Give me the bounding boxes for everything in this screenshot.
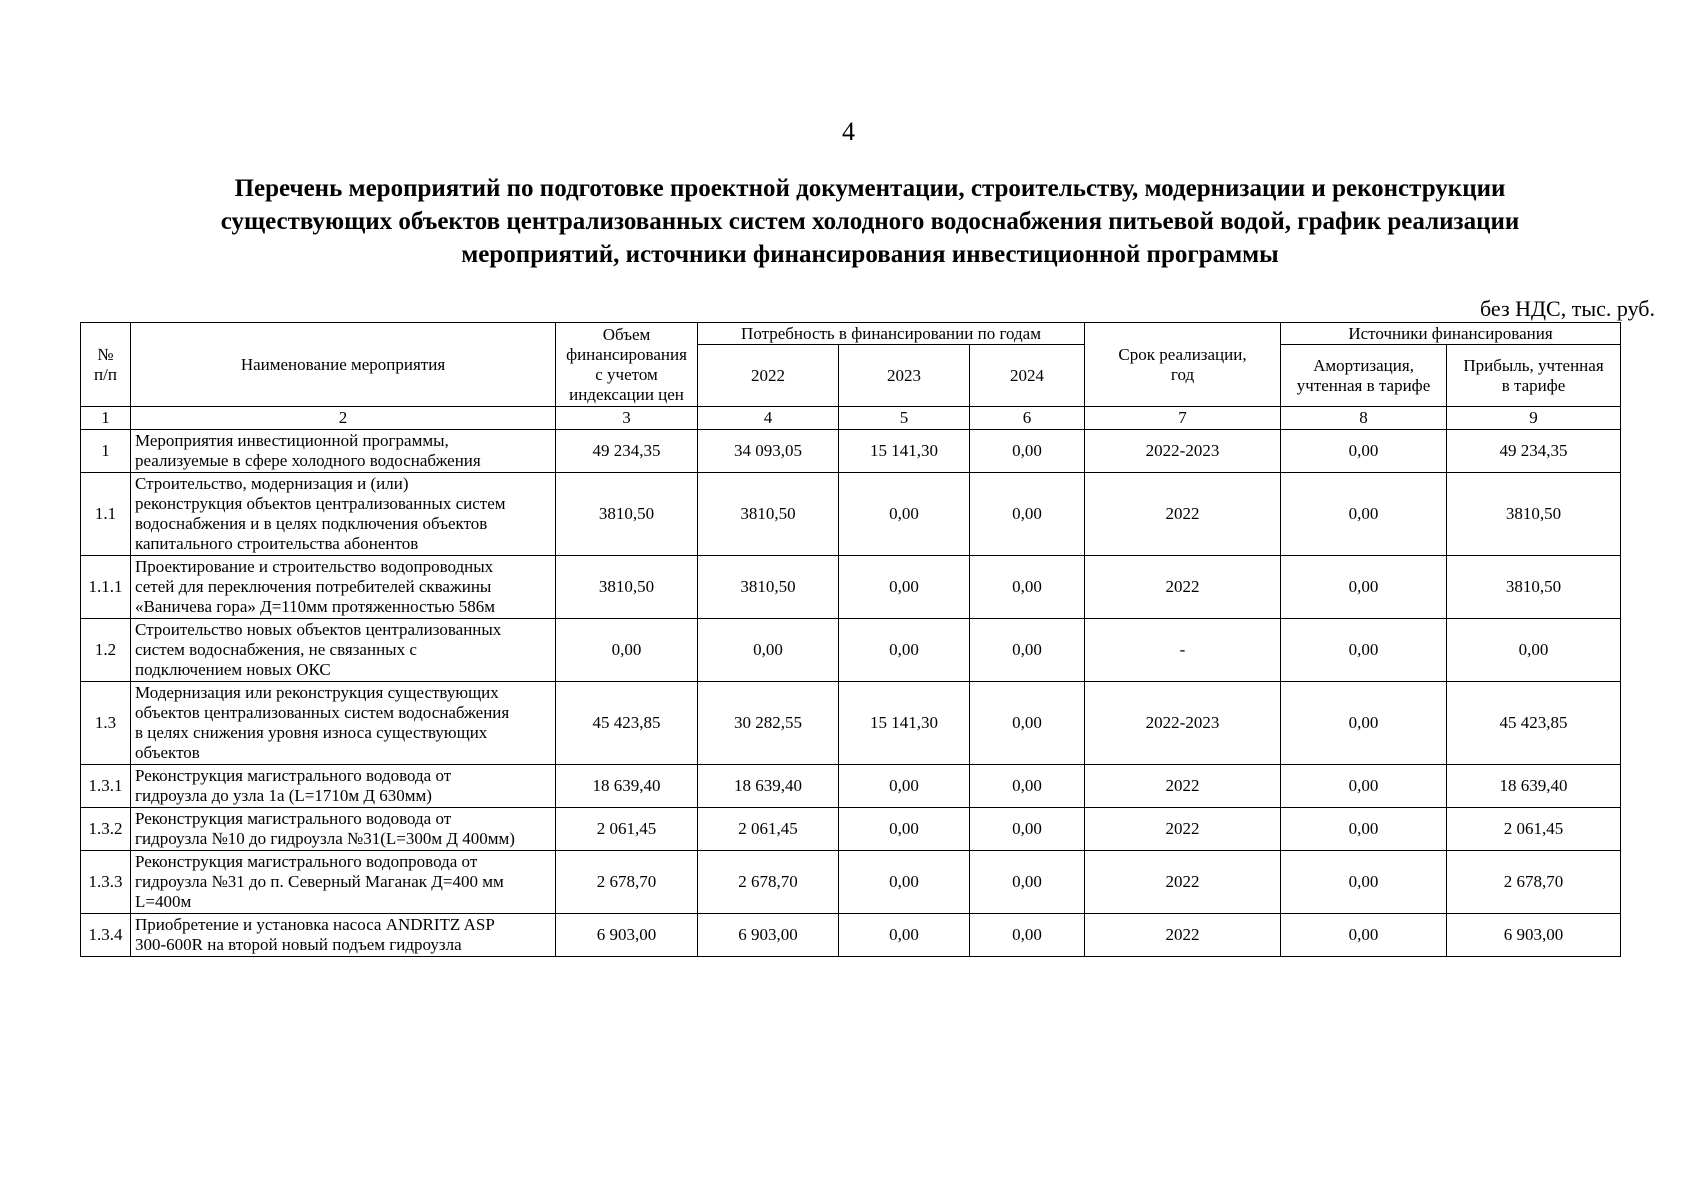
row-profit-cell: 3810,50 — [1447, 473, 1621, 556]
row-2023-cell: 0,00 — [839, 473, 970, 556]
row-amortization-cell: 0,00 — [1281, 619, 1447, 682]
row-2022-cell: 3810,50 — [698, 556, 839, 619]
row-num-cell: 1.3.2 — [81, 808, 131, 851]
table-row — [81, 682, 1621, 765]
row-volume-cell: 2 678,70 — [556, 851, 698, 914]
row-term-cell: 2022 — [1085, 851, 1281, 914]
row-volume-cell: 0,00 — [556, 619, 698, 682]
row-term-cell: 2022 — [1085, 556, 1281, 619]
investment-table — [80, 322, 1621, 957]
row-volume-cell: 3810,50 — [556, 473, 698, 556]
row-2022-cell: 6 903,00 — [698, 914, 839, 957]
header-num: № п/п — [81, 323, 131, 407]
row-term-cell: 2022 — [1085, 473, 1281, 556]
row-term-cell: 2022-2023 — [1085, 682, 1281, 765]
row-2022-cell: 0,00 — [698, 619, 839, 682]
row-term-cell: - — [1085, 619, 1281, 682]
row-num-cell: 1.1.1 — [81, 556, 131, 619]
table-row — [81, 851, 1621, 914]
row-profit-cell: 2 061,45 — [1447, 808, 1621, 851]
row-2023-cell: 0,00 — [839, 619, 970, 682]
row-2022-cell: 2 678,70 — [698, 851, 839, 914]
column-numbers-row — [81, 407, 1621, 430]
row-2024-cell: 0,00 — [970, 430, 1085, 473]
row-name-cell: Реконструкция магистрального водопровода от гидроузла №31 до п. Северный Маганак Д=400 мм L=400м — [131, 851, 556, 914]
row-term-cell: 2022 — [1085, 765, 1281, 808]
row-volume-cell: 49 234,35 — [556, 430, 698, 473]
row-2022-cell: 3810,50 — [698, 473, 839, 556]
row-profit-cell: 6 903,00 — [1447, 914, 1621, 957]
row-2024-cell: 0,00 — [970, 765, 1085, 808]
header-need-group: Потребность в финансировании по годам — [698, 323, 1085, 345]
row-2024-cell: 0,00 — [970, 851, 1085, 914]
row-2022-cell: 2 061,45 — [698, 808, 839, 851]
column-number-cell: 2 — [131, 407, 556, 430]
row-2024-cell: 0,00 — [970, 808, 1085, 851]
row-name-cell: Приобретение и установка насоса ANDRITZ ASP 300-600R на второй новый подъем гидроузла — [131, 914, 556, 957]
row-name-cell: Реконструкция магистрального водовода от гидроузла №10 до гидроузла №31(L=300м Д 400мм) — [131, 808, 556, 851]
row-volume-cell: 3810,50 — [556, 556, 698, 619]
row-volume-cell: 45 423,85 — [556, 682, 698, 765]
row-num-cell: 1.3.1 — [81, 765, 131, 808]
column-number-cell: 3 — [556, 407, 698, 430]
row-amortization-cell: 0,00 — [1281, 808, 1447, 851]
row-2024-cell: 0,00 — [970, 473, 1085, 556]
row-name-cell: Строительство, модернизация и (или) реконструкция объектов централизованных систем водоснабжения и в целях подключения объектов капитального строительства абонентов — [131, 473, 556, 556]
table-body — [81, 430, 1621, 957]
row-term-cell: 2022 — [1085, 914, 1281, 957]
table-row — [81, 556, 1621, 619]
row-name-cell: Модернизация или реконструкция существующих объектов централизованных систем водоснабжения в целях снижения уровня износа существующих объектов — [131, 682, 556, 765]
row-volume-cell: 6 903,00 — [556, 914, 698, 957]
row-num-cell: 1.3.3 — [81, 851, 131, 914]
header-year: 2023 — [839, 345, 970, 407]
row-profit-cell: 3810,50 — [1447, 556, 1621, 619]
row-num-cell: 1.1 — [81, 473, 131, 556]
header-profit: Прибыль, учтенная в тарифе — [1447, 345, 1621, 407]
row-amortization-cell: 0,00 — [1281, 914, 1447, 957]
row-name-cell: Мероприятия инвестиционной программы, реализуемые в сфере холодного водоснабжения — [131, 430, 556, 473]
row-2022-cell: 30 282,55 — [698, 682, 839, 765]
row-2023-cell: 0,00 — [839, 914, 970, 957]
table-row — [81, 473, 1621, 556]
row-num-cell: 1.2 — [81, 619, 131, 682]
table-row — [81, 619, 1621, 682]
row-profit-cell: 18 639,40 — [1447, 765, 1621, 808]
row-amortization-cell: 0,00 — [1281, 473, 1447, 556]
row-2023-cell: 0,00 — [839, 765, 970, 808]
row-profit-cell: 2 678,70 — [1447, 851, 1621, 914]
row-2022-cell: 34 093,05 — [698, 430, 839, 473]
row-2024-cell: 0,00 — [970, 914, 1085, 957]
row-num-cell: 1.3 — [81, 682, 131, 765]
column-number-cell: 9 — [1447, 407, 1621, 430]
row-profit-cell: 0,00 — [1447, 619, 1621, 682]
column-number-cell: 6 — [970, 407, 1085, 430]
column-number-cell: 4 — [698, 407, 839, 430]
row-num-cell: 1 — [81, 430, 131, 473]
row-amortization-cell: 0,00 — [1281, 851, 1447, 914]
row-amortization-cell: 0,00 — [1281, 556, 1447, 619]
units-note: без НДС, тыс. руб. — [1480, 296, 1655, 321]
row-2023-cell: 0,00 — [839, 808, 970, 851]
row-profit-cell: 49 234,35 — [1447, 430, 1621, 473]
row-2023-cell: 0,00 — [839, 556, 970, 619]
header-name: Наименование мероприятия — [131, 323, 556, 407]
column-number-cell: 7 — [1085, 407, 1281, 430]
header-term: Срок реализации, год — [1085, 323, 1281, 407]
row-name-cell: Реконструкция магистрального водовода от гидроузла до узла 1а (L=1710м Д 630мм) — [131, 765, 556, 808]
title-line: мероприятий, источники финансирования инвестиционной программы — [461, 241, 1279, 268]
row-profit-cell: 45 423,85 — [1447, 682, 1621, 765]
row-2022-cell: 18 639,40 — [698, 765, 839, 808]
row-term-cell: 2022-2023 — [1085, 430, 1281, 473]
row-2023-cell: 15 141,30 — [839, 682, 970, 765]
row-2024-cell: 0,00 — [970, 619, 1085, 682]
row-2024-cell: 0,00 — [970, 556, 1085, 619]
column-number-cell: 8 — [1281, 407, 1447, 430]
row-volume-cell: 2 061,45 — [556, 808, 698, 851]
table-row — [81, 430, 1621, 473]
header-year: 2024 — [970, 345, 1085, 407]
document-title — [80, 172, 1660, 271]
title-line: существующих объектов централизованных систем холодного водоснабжения питьевой водой, график реализации — [220, 208, 1520, 235]
row-amortization-cell: 0,00 — [1281, 765, 1447, 808]
table-row — [81, 765, 1621, 808]
row-2023-cell: 0,00 — [839, 851, 970, 914]
column-number-cell: 5 — [839, 407, 970, 430]
header-row — [81, 323, 1621, 345]
page-number: 4 — [842, 117, 855, 146]
row-amortization-cell: 0,00 — [1281, 430, 1447, 473]
row-2024-cell: 0,00 — [970, 682, 1085, 765]
row-amortization-cell: 0,00 — [1281, 682, 1447, 765]
row-name-cell: Проектирование и строительство водопроводных сетей для переключения потребителей скважины «Ваничева гора» Д=110мм протяженностью 586м — [131, 556, 556, 619]
title-line: Перечень мероприятий по подготовке проектной документации, строительству, модернизации и реконструкции — [234, 175, 1506, 202]
table-row — [81, 914, 1621, 957]
row-term-cell: 2022 — [1085, 808, 1281, 851]
row-name-cell: Строительство новых объектов централизованных систем водоснабжения, не связанных с подключением новых ОКС — [131, 619, 556, 682]
row-num-cell: 1.3.4 — [81, 914, 131, 957]
header-year: 2022 — [698, 345, 839, 407]
table-row — [81, 808, 1621, 851]
column-number-cell: 1 — [81, 407, 131, 430]
header-amortization: Амортизация, учтенная в тарифе — [1281, 345, 1447, 407]
row-2023-cell: 15 141,30 — [839, 430, 970, 473]
row-volume-cell: 18 639,40 — [556, 765, 698, 808]
header-sources-group: Источники финансирования — [1281, 323, 1621, 345]
header-volume: Объем финансирования с учетом индексации цен — [556, 323, 698, 407]
